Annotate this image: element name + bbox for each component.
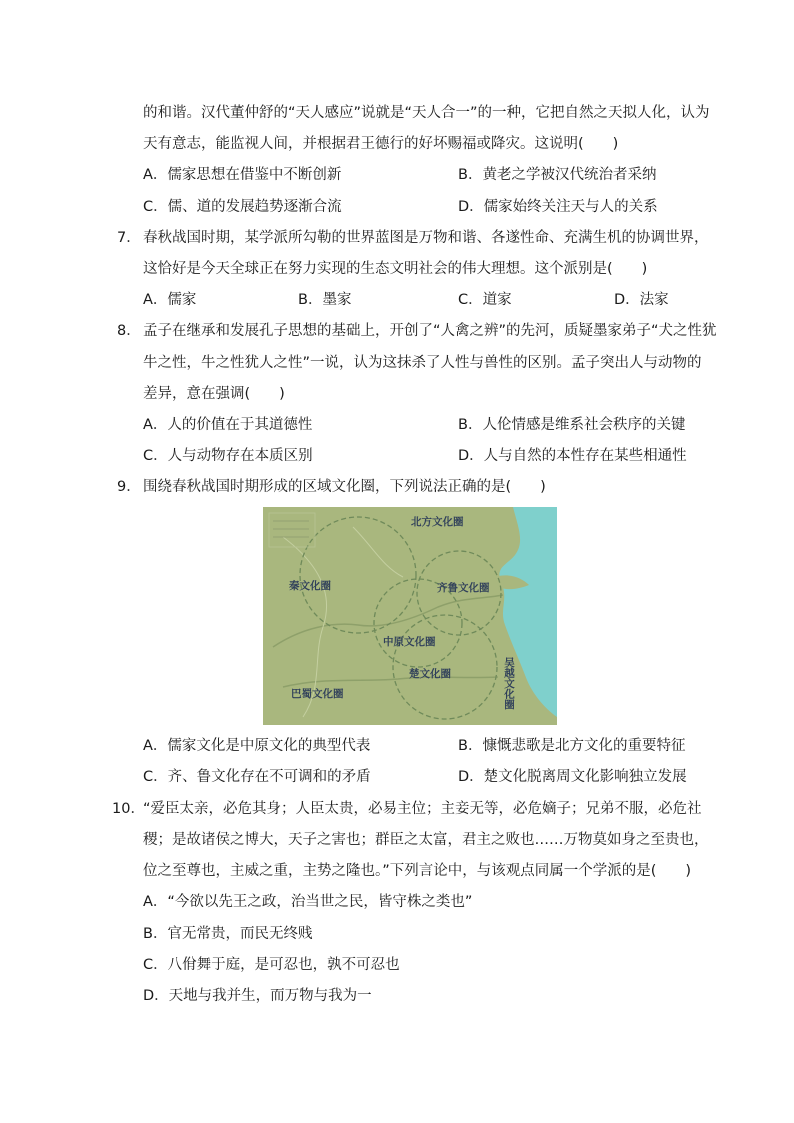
map-label-qilu: 齐鲁文化圈 (437, 582, 490, 594)
map-label-bashu: 巴蜀文化圈 (291, 688, 344, 700)
q10-option-b[interactable]: B．官无常贵，而民无终贱 (143, 926, 313, 942)
q6-option-a[interactable]: A．儒家思想在借鉴中不断创新 (143, 167, 342, 183)
map-graphic (263, 507, 557, 725)
q7-number: 7． (117, 230, 141, 246)
q10-option-d[interactable]: D．天地与我并生，而万物与我为一 (143, 988, 372, 1004)
q7-stem-line-1: 春秋战国时期，某学派所勾勒的世界蓝图是万物和谐、各遂性命、充满生机的协调世界， (143, 230, 709, 246)
q6-option-d[interactable]: D．儒家始终关注天与人的关系 (458, 199, 658, 215)
q7-stem-line-2: 这恰好是今天全球正在努力实现的生态文明社会的伟大理想。这个派别是( ) (143, 261, 648, 277)
q10-stem-line-2: 稷；是故诸侯之博大，天子之害也；群臣之太富，君主之败也……万物莫如身之至贵也， (143, 832, 709, 848)
q10-stem-line-1: “爱臣太亲，必危其身；人臣太贵，必易主位；主妾无等，必危嫡子；兄弟不服，必危社 (143, 801, 702, 817)
q9-option-b[interactable]: B．慷慨悲歌是北方文化的重要特征 (458, 738, 686, 754)
q7-option-b[interactable]: B．墨家 (298, 292, 352, 308)
map-label-wuyue: 吴越文化圈 (503, 657, 515, 710)
q8-stem-line-2: 牛之性，牛之性犹人之性”一说，认为这抹杀了人性与兽性的区别。孟子突出人与动物的 (143, 355, 702, 371)
map-label-qin: 秦文化圈 (289, 580, 331, 592)
q6-option-c[interactable]: C．儒、道的发展趋势逐渐合流 (143, 199, 342, 215)
cultural-circles-map (263, 507, 557, 725)
q9-option-c[interactable]: C．齐、鲁文化存在不可调和的矛盾 (143, 769, 371, 785)
q10-option-c[interactable]: C．八佾舞于庭，是可忍也，孰不可忍也 (143, 957, 400, 973)
q9-stem-line-1: 围绕春秋战国时期形成的区域文化圈，下列说法正确的是( ) (143, 479, 546, 495)
q8-number: 8． (117, 323, 141, 339)
q10-option-a[interactable]: A．“今欲以先王之政，治当世之民，皆守株之类也” (143, 894, 473, 910)
q8-option-b[interactable]: B．人伦情感是维系社会秩序的关键 (458, 417, 686, 433)
map-label-chu: 楚文化圈 (409, 668, 451, 680)
q8-option-a[interactable]: A．人的价值在于其道德性 (143, 417, 313, 433)
q6-stem-line-2: 天有意志，能监视人间，并根据君王德行的好坏赐福或降灾。这说明( ) (143, 136, 619, 152)
q8-stem-line-3: 差异，意在强调( ) (143, 386, 285, 402)
q8-stem-line-1: 孟子在继承和发展孔子思想的基础上，开创了“人禽之辨”的先河，质疑墨家弟子“犬之性犹 (143, 323, 717, 339)
q7-option-c[interactable]: C．道家 (458, 292, 512, 308)
q9-option-d[interactable]: D．楚文化脱离周文化影响独立发展 (458, 769, 687, 785)
q6-stem-line-1: 的和谐。汉代董仲舒的“天人感应”说就是“天人合一”的一种，它把自然之天拟人化，认为 (143, 105, 710, 121)
map-label-zhongyuan: 中原文化圈 (383, 636, 436, 648)
q8-option-c[interactable]: C．人与动物存在本质区别 (143, 448, 313, 464)
q9-option-a[interactable]: A．儒家文化是中原文化的典型代表 (143, 738, 371, 754)
q9-number: 9． (117, 479, 141, 495)
q8-option-d[interactable]: D．人与自然的本性存在某些相通性 (458, 448, 687, 464)
q7-option-d[interactable]: D．法家 (614, 292, 669, 308)
q7-option-a[interactable]: A．儒家 (143, 292, 197, 308)
q10-number: 10． (112, 801, 145, 817)
q6-option-b[interactable]: B．黄老之学被汉代统治者采纳 (458, 167, 657, 183)
q10-stem-line-3: 位之至尊也，主威之重，主势之隆也。”下列言论中，与该观点同属一个学派的是( ) (143, 863, 692, 879)
map-label-north: 北方文化圈 (411, 516, 464, 528)
